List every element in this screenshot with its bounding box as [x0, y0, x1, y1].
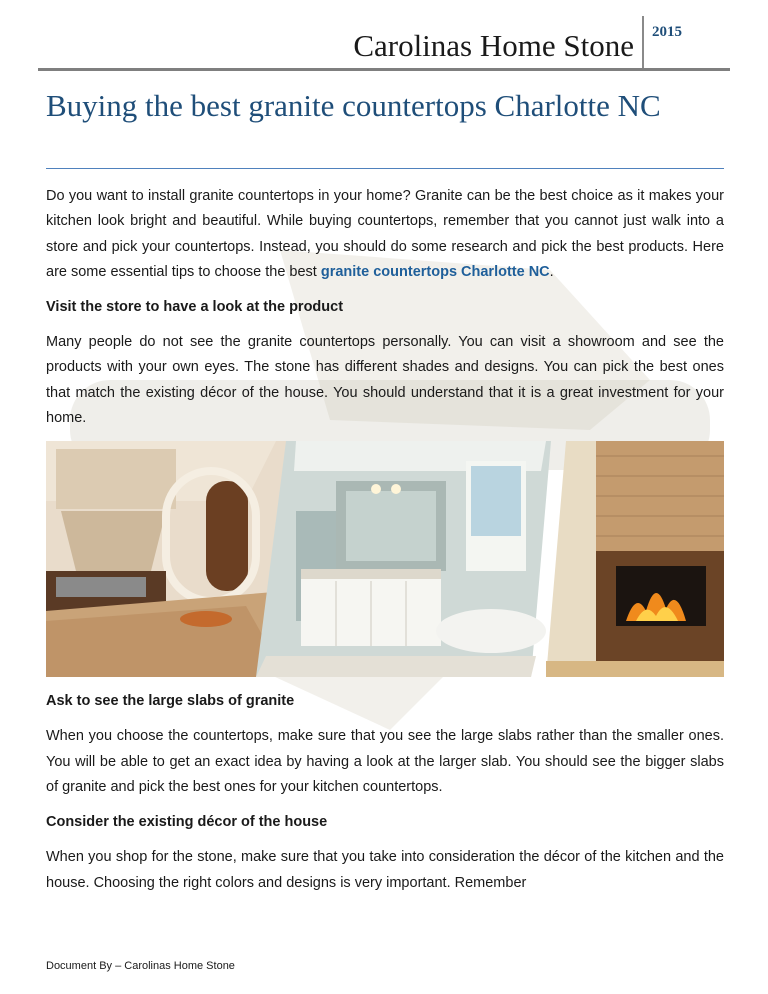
title-rule [46, 168, 724, 169]
intro-text: Do you want to install granite countertops in your home? Granite can be the best choice as it makes your kitchen look bright and beautiful. While buying countertops, remember that you cannot just walk into a store and pick your countertops. Instead, you should do some research and pick the best products. Here are some essential tips to choose the best [46, 188, 724, 280]
section-body-visit-store: Many people do not see the granite countertops personally. You can visit a showroom and see the products with your own eyes. The stone has different shades and designs. You can pick the best ones that match the existing décor of the house. You should understand that it is a great investment for your home. [46, 334, 724, 427]
intro-end: . [549, 263, 554, 280]
fireplace-photo [546, 441, 724, 677]
interior-photo-collage [46, 441, 724, 677]
granite-countertops-link[interactable]: granite countertops Charlotte NC [320, 263, 550, 280]
kitchen-photo [46, 441, 286, 677]
intro-paragraph [46, 184, 724, 285]
header-title: Carolinas Home Stone [353, 28, 634, 63]
section-heading-existing-decor: Consider the existing décor of the house [46, 814, 328, 831]
collage-image [46, 441, 724, 677]
section-body-existing-decor: When you shop for the stone, make sure that you take into consideration the décor of the kitchen and the house. Choosing the right colors and designs is very important. Remember [46, 849, 724, 891]
header-divider [642, 16, 644, 70]
section-body-large-slabs: When you choose the countertops, make sure that you see the large slabs rather than the smaller ones. You will be able to get an exact idea by having a look at the larger slab. You should see the bigger slabs of granite and pick the best ones for your kitchen countertops. [46, 728, 724, 795]
header-rule [38, 68, 730, 71]
document-title: Buying the best granite countertops Charlotte NC [46, 88, 661, 123]
header-year: 2015 [652, 24, 682, 40]
document-body [46, 184, 724, 906]
page-header [38, 14, 730, 72]
page-footer: Document By – Carolinas Home Stone [46, 960, 235, 972]
section-heading-large-slabs: Ask to see the large slabs of granite [46, 693, 295, 710]
bathroom-photo [256, 441, 551, 677]
section-heading-visit-store: Visit the store to have a look at the product [46, 299, 344, 316]
